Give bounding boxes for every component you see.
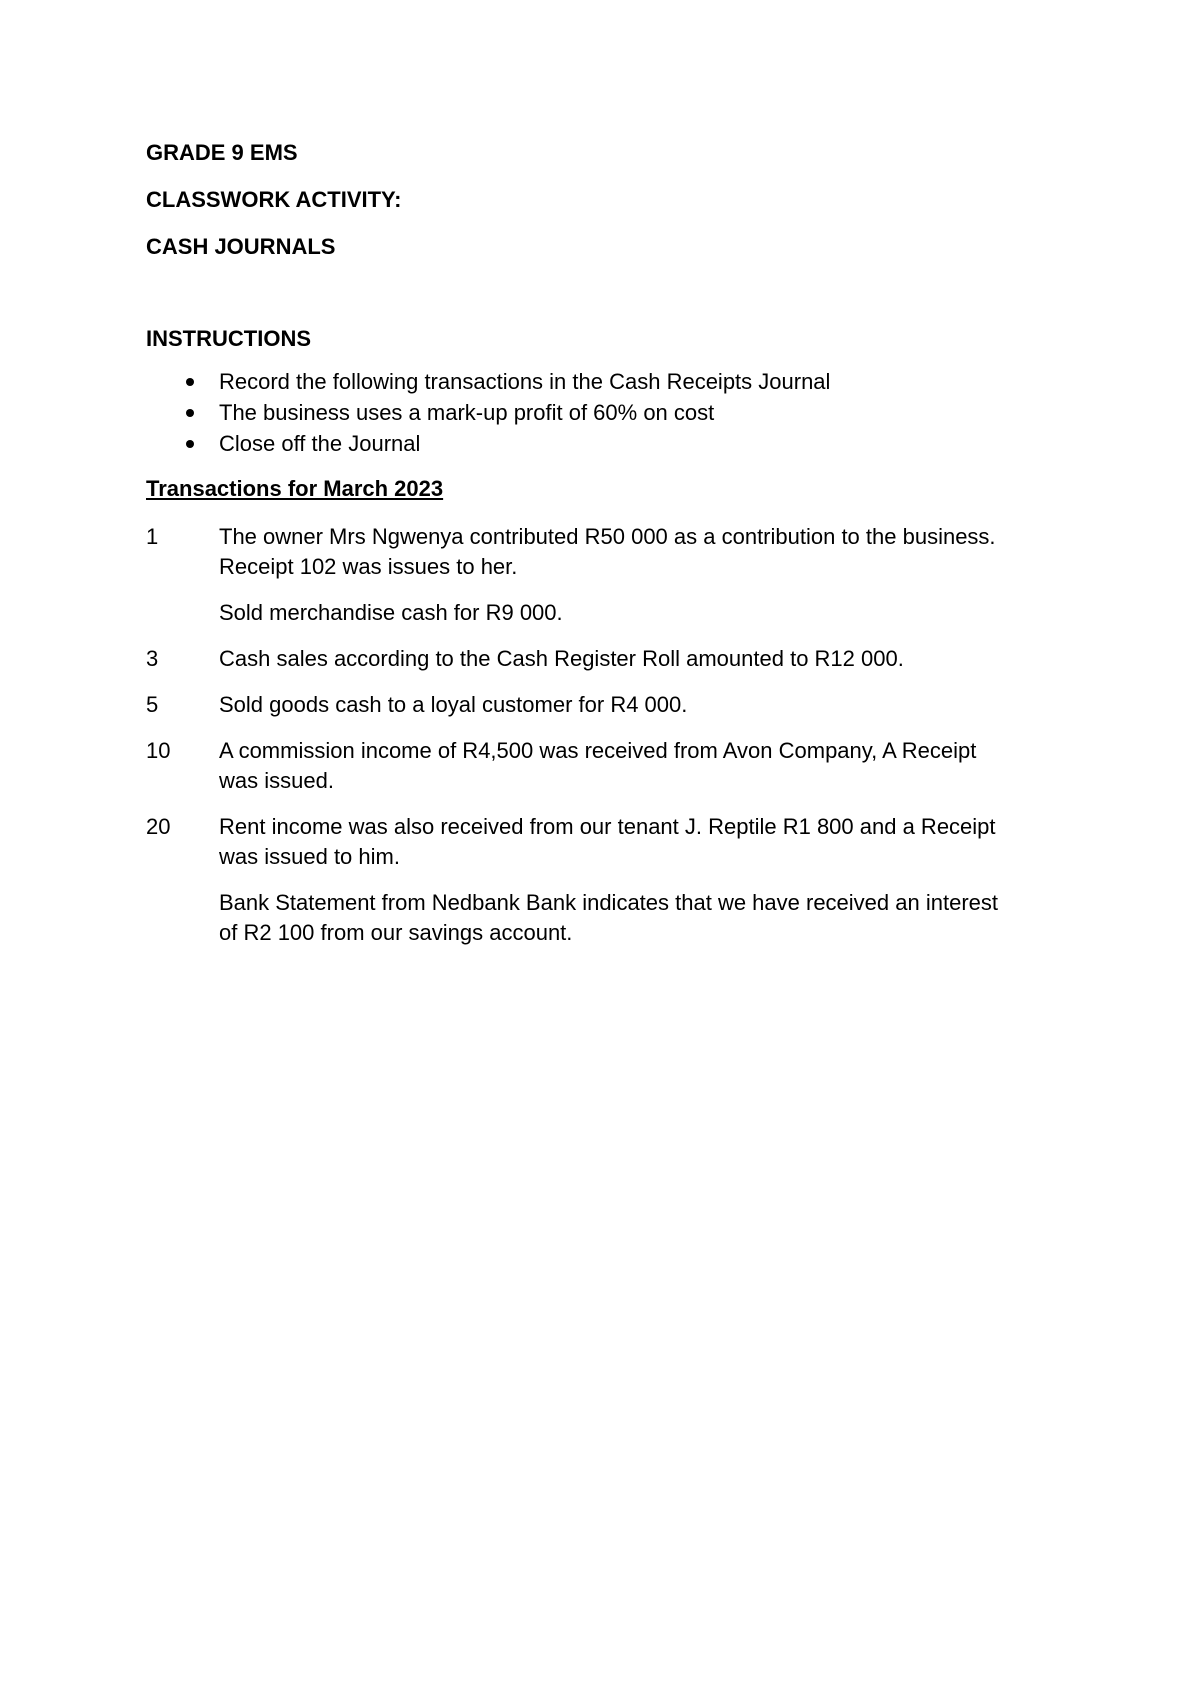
transaction-text: Sold merchandise cash for R9 000.: [219, 600, 563, 625]
transaction-day: 3: [146, 646, 159, 671]
transaction-text: Rent income was also received from our tenant J. Reptile R1 800 and a Receipt was issued to him.: [219, 814, 996, 869]
grade-heading: GRADE 9 EMS: [146, 140, 298, 165]
transaction-row: [146, 888, 1046, 948]
transaction-day: 10: [146, 738, 171, 763]
transaction-day: 1: [146, 524, 159, 549]
topic-heading: CASH JOURNALS: [146, 234, 336, 259]
instruction-item: [146, 428, 1046, 459]
transaction-day: 20: [146, 814, 171, 839]
transactions-list: [146, 522, 1046, 948]
bullet-icon: [146, 397, 219, 428]
transactions-heading: Transactions for March 2023: [146, 476, 444, 501]
transaction-row: [146, 598, 1046, 628]
transaction-day: 5: [146, 692, 159, 717]
instruction-item: [146, 397, 1046, 428]
instruction-item: [146, 366, 1046, 397]
transaction-row: [146, 690, 1046, 720]
transaction-row: [146, 522, 1046, 582]
transaction-text: A commission income of R4,500 was received from Avon Company, A Receipt was issued.: [219, 738, 977, 793]
transaction-text: The owner Mrs Ngwenya contributed R50 000 as a contribution to the business. Receipt 102 was issues to her.: [219, 524, 996, 579]
transaction-text: Bank Statement from Nedbank Bank indicates that we have received an interest of R2 100 from our savings account.: [219, 890, 998, 945]
instruction-text: Record the following transactions in the Cash Receipts Journal: [219, 369, 831, 394]
transaction-row: [146, 812, 1046, 872]
bullet-icon: [146, 428, 219, 459]
activity-heading: CLASSWORK ACTIVITY:: [146, 187, 402, 212]
instruction-text: Close off the Journal: [219, 431, 421, 456]
bullet-icon: [146, 366, 219, 397]
transaction-text: Sold goods cash to a loyal customer for R4 000.: [219, 692, 688, 717]
transaction-text: Cash sales according to the Cash Register Roll amounted to R12 000.: [219, 646, 904, 671]
instructions-heading: INSTRUCTIONS: [146, 326, 311, 351]
transaction-row: [146, 644, 1046, 674]
document-page: [146, 140, 1046, 964]
instruction-text: The business uses a mark-up profit of 60% on cost: [219, 400, 715, 425]
transaction-row: [146, 736, 1046, 796]
instructions-list: [146, 366, 1046, 459]
